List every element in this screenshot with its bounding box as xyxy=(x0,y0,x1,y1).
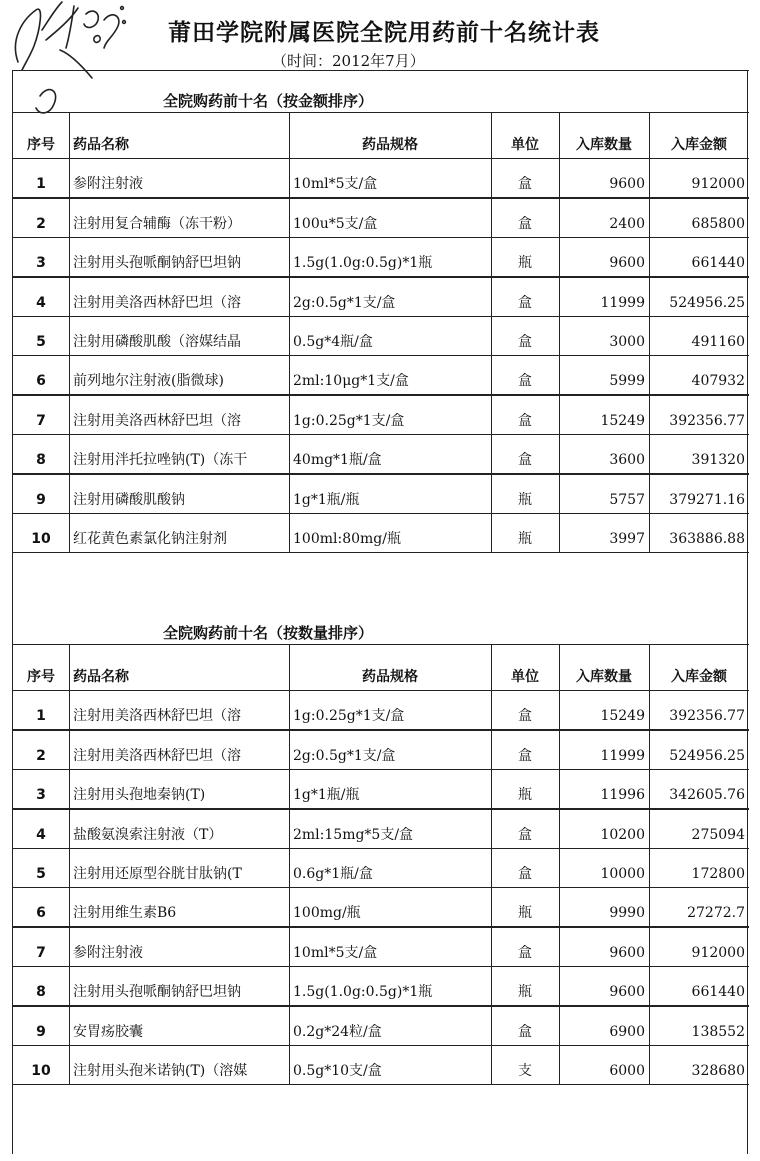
table-cell-no: 6 xyxy=(36,373,46,390)
table-cell-qty: 3997 xyxy=(609,531,645,547)
table-cell-name: 安胃疡胶囊 xyxy=(73,1023,143,1040)
table-cell-no: 3 xyxy=(36,255,46,272)
table-cell-spec: 1g:0.25g*1支/盒 xyxy=(293,708,405,725)
table-cell-no: 7 xyxy=(36,412,46,429)
table-cell-no: 5 xyxy=(36,334,46,350)
table-cell-unit: 盒 xyxy=(518,334,532,350)
table-cell-spec: 100mg/瓶 xyxy=(293,905,361,922)
table-cell-name: 注射用磷酸肌酸（溶媒结晶 xyxy=(73,334,241,350)
table-cell-unit: 盒 xyxy=(518,176,532,193)
table-cell-no: 10 xyxy=(31,531,51,547)
table-cell-qty: 9990 xyxy=(609,905,645,922)
table-cell-no: 2 xyxy=(36,215,46,232)
row-rule xyxy=(13,473,749,474)
table-cell-unit: 盒 xyxy=(518,215,532,232)
table-cell-unit: 瓶 xyxy=(518,255,532,272)
column-rule xyxy=(289,644,290,1084)
row-rule xyxy=(13,848,749,849)
row-rule xyxy=(13,513,749,514)
table-cell-no: 6 xyxy=(36,905,46,922)
table-cell-spec: 1g*1瓶/瓶 xyxy=(293,787,360,804)
column-header: 单位 xyxy=(511,137,539,153)
table-cell-qty: 9600 xyxy=(609,176,645,193)
table-cell-amount: 661440 xyxy=(691,984,745,1001)
table-cell-qty: 9600 xyxy=(609,255,645,272)
table-cell-qty: 11996 xyxy=(600,787,645,804)
table-cell-amount: 491160 xyxy=(691,334,745,350)
column-header: 单位 xyxy=(511,669,539,685)
table-cell-unit: 盒 xyxy=(518,826,532,843)
table-cell-no: 2 xyxy=(36,747,46,764)
table-cell-spec: 1.5g(1.0g:0.5g)*1瓶 xyxy=(293,255,433,272)
table-cell-no: 10 xyxy=(31,1063,51,1079)
table-cell-spec: 0.6g*1瓶/盒 xyxy=(293,866,373,882)
row-rule xyxy=(13,729,749,730)
column-header: 药品名称 xyxy=(73,669,129,685)
section-title-rule xyxy=(13,644,749,645)
table-cell-amount: 524956.25 xyxy=(669,747,745,764)
table-cell-name: 红花黄色素氯化钠注射剂 xyxy=(73,531,227,547)
table-cell-spec: 0.5g*4瓶/盒 xyxy=(293,334,373,350)
table-cell-name: 注射用复合辅酶（冻干粉） xyxy=(73,215,241,232)
table-cell-unit: 支 xyxy=(518,1063,532,1079)
table-cell-unit: 盒 xyxy=(518,373,532,390)
section-title-rule xyxy=(13,112,749,113)
section-title: 全院购药前十名（按数量排序） xyxy=(163,624,374,642)
table-cell-name: 注射用美洛西林舒巴坦（溶 xyxy=(73,412,241,429)
table-cell-amount: 342605.76 xyxy=(669,787,745,804)
table-cell-qty: 9600 xyxy=(609,944,645,961)
column-header: 入库数量 xyxy=(576,137,632,153)
table-cell-spec: 10ml*5支/盒 xyxy=(293,176,378,193)
column-rule xyxy=(649,644,650,1084)
table-cell-amount: 275094 xyxy=(691,826,745,843)
section-title: 全院购药前十名（按金额排序） xyxy=(163,92,374,110)
table-cell-spec: 10ml*5支/盒 xyxy=(293,944,378,961)
table-cell-spec: 2g:0.5g*1支/盒 xyxy=(293,747,396,764)
table-cell-unit: 盒 xyxy=(518,294,532,311)
row-rule xyxy=(13,355,749,356)
row-rule xyxy=(13,808,749,809)
table-cell-spec: 100ml:80mg/瓶 xyxy=(293,531,401,547)
table-cell-name: 注射用美洛西林舒巴坦（溶 xyxy=(73,294,241,311)
table-cell-no: 4 xyxy=(36,826,46,843)
table-top-rule xyxy=(13,70,749,71)
table-cell-qty: 15249 xyxy=(600,412,645,429)
table-cell-name: 注射用还原型谷胱甘肽钠(T xyxy=(73,866,242,882)
row-rule xyxy=(13,926,749,927)
column-rule xyxy=(491,112,492,552)
table-cell-no: 8 xyxy=(36,452,46,469)
table-cell-amount: 912000 xyxy=(691,176,745,193)
table-cell-no: 4 xyxy=(36,294,46,311)
table-cell-amount: 912000 xyxy=(691,944,745,961)
statistics-table xyxy=(12,70,748,1154)
table-cell-amount: 685800 xyxy=(691,215,745,232)
table-cell-spec: 2ml:10μg*1支/盒 xyxy=(293,373,409,390)
table-cell-name: 注射用美洛西林舒巴坦（溶 xyxy=(73,708,241,725)
column-rule xyxy=(69,112,70,552)
table-cell-spec: 40mg*1瓶/盒 xyxy=(293,452,382,469)
table-cell-name: 注射用磷酸肌酸钠 xyxy=(73,491,185,508)
table-cell-qty: 5757 xyxy=(609,491,645,508)
table-cell-spec: 2g:0.5g*1支/盒 xyxy=(293,294,396,311)
table-cell-qty: 3600 xyxy=(609,452,645,469)
column-rule xyxy=(559,112,560,552)
row-rule xyxy=(13,966,749,967)
table-cell-unit: 瓶 xyxy=(518,905,532,922)
column-header: 药品规格 xyxy=(362,669,418,685)
column-rule xyxy=(559,644,560,1084)
table-cell-amount: 379271.16 xyxy=(669,491,745,508)
table-cell-qty: 5999 xyxy=(609,373,645,390)
table-cell-amount: 328680 xyxy=(691,1063,745,1079)
column-header: 药品名称 xyxy=(73,137,129,153)
table-cell-no: 1 xyxy=(36,176,46,193)
column-rule xyxy=(491,644,492,1084)
table-cell-spec: 0.5g*10支/盒 xyxy=(293,1063,382,1079)
document-subtitle: （时间：2012年7月） xyxy=(272,52,425,70)
table-cell-qty: 6900 xyxy=(609,1023,645,1040)
row-rule xyxy=(13,276,749,277)
table-cell-unit: 瓶 xyxy=(518,984,532,1001)
table-cell-unit: 盒 xyxy=(518,1023,532,1040)
table-cell-no: 9 xyxy=(36,1023,46,1040)
table-cell-qty: 2400 xyxy=(609,215,645,232)
table-cell-amount: 172800 xyxy=(691,866,745,882)
table-cell-unit: 盒 xyxy=(518,452,532,469)
table-cell-name: 注射用头孢哌酮钠舒巴坦钠 xyxy=(73,255,241,272)
table-cell-unit: 瓶 xyxy=(518,491,532,508)
table-cell-unit: 瓶 xyxy=(518,531,532,547)
table-cell-spec: 100u*5支/盒 xyxy=(293,215,378,232)
row-rule xyxy=(13,316,749,317)
row-rule xyxy=(13,887,749,888)
table-cell-qty: 3000 xyxy=(609,334,645,350)
table-cell-unit: 盒 xyxy=(518,747,532,764)
table-cell-no: 3 xyxy=(36,787,46,804)
row-rule xyxy=(13,1084,749,1085)
column-header: 药品规格 xyxy=(362,137,418,153)
table-cell-qty: 11999 xyxy=(600,294,645,311)
table-cell-name: 注射用泮托拉唑钠(T)（冻干 xyxy=(73,452,248,469)
table-cell-name: 前列地尔注射液(脂微球) xyxy=(73,373,224,390)
table-cell-amount: 392356.77 xyxy=(669,412,745,429)
column-header: 序号 xyxy=(27,669,55,685)
table-cell-amount: 524956.25 xyxy=(669,294,745,311)
table-cell-amount: 391320 xyxy=(691,452,745,469)
table-cell-name: 参附注射液 xyxy=(73,176,143,193)
column-header: 入库金额 xyxy=(671,669,727,685)
row-rule xyxy=(13,237,749,238)
table-cell-amount: 661440 xyxy=(691,255,745,272)
table-cell-no: 8 xyxy=(36,984,46,1001)
row-rule xyxy=(13,1045,749,1046)
table-cell-name: 注射用头孢米诺钠(T)（溶媒 xyxy=(73,1063,248,1079)
row-rule xyxy=(13,769,749,770)
document-title: 莆田学院附属医院全院用药前十名统计表 xyxy=(168,20,600,46)
table-cell-spec: 1.5g(1.0g:0.5g)*1瓶 xyxy=(293,984,433,1001)
table-cell-name: 注射用美洛西林舒巴坦（溶 xyxy=(73,747,241,764)
table-cell-qty: 10200 xyxy=(600,826,645,843)
column-rule xyxy=(649,112,650,552)
column-header: 入库金额 xyxy=(671,137,727,153)
row-rule xyxy=(13,394,749,395)
table-cell-unit: 盒 xyxy=(518,708,532,725)
table-cell-name: 盐酸氨溴索注射液（T） xyxy=(73,826,223,843)
table-cell-spec: 0.2g*24粒/盒 xyxy=(293,1023,382,1040)
table-cell-spec: 1g*1瓶/瓶 xyxy=(293,491,360,508)
column-header: 入库数量 xyxy=(576,669,632,685)
column-rule xyxy=(289,112,290,552)
table-cell-amount: 407932 xyxy=(691,373,745,390)
row-rule xyxy=(13,1005,749,1006)
row-rule xyxy=(13,197,749,198)
table-cell-no: 5 xyxy=(36,866,46,882)
table-cell-qty: 15249 xyxy=(600,708,645,725)
table-cell-qty: 11999 xyxy=(600,747,645,764)
table-cell-unit: 盒 xyxy=(518,944,532,961)
header-rule xyxy=(13,690,749,691)
table-cell-no: 7 xyxy=(36,944,46,961)
table-cell-qty: 10000 xyxy=(600,866,645,882)
header-rule xyxy=(13,158,749,159)
column-header: 序号 xyxy=(27,137,55,153)
table-cell-name: 注射用维生素B6 xyxy=(73,905,177,922)
row-rule xyxy=(13,434,749,435)
table-cell-unit: 盒 xyxy=(518,866,532,882)
table-cell-amount: 392356.77 xyxy=(669,708,745,725)
table-cell-spec: 1g:0.25g*1支/盒 xyxy=(293,412,405,429)
table-cell-no: 9 xyxy=(36,491,46,508)
table-cell-qty: 6000 xyxy=(609,1063,645,1079)
table-cell-amount: 363886.88 xyxy=(669,531,745,547)
table-cell-unit: 瓶 xyxy=(518,787,532,804)
table-cell-name: 注射用头孢哌酮钠舒巴坦钠 xyxy=(73,984,241,1001)
table-cell-amount: 27272.7 xyxy=(687,905,745,922)
table-cell-qty: 9600 xyxy=(609,984,645,1001)
table-cell-no: 1 xyxy=(36,708,46,725)
row-rule xyxy=(13,552,749,553)
table-cell-amount: 138552 xyxy=(691,1023,745,1040)
table-cell-spec: 2ml:15mg*5支/盒 xyxy=(293,826,414,843)
column-rule xyxy=(69,644,70,1084)
table-cell-unit: 盒 xyxy=(518,412,532,429)
table-cell-name: 参附注射液 xyxy=(73,944,143,961)
table-cell-name: 注射用头孢地秦钠(T) xyxy=(73,787,206,804)
